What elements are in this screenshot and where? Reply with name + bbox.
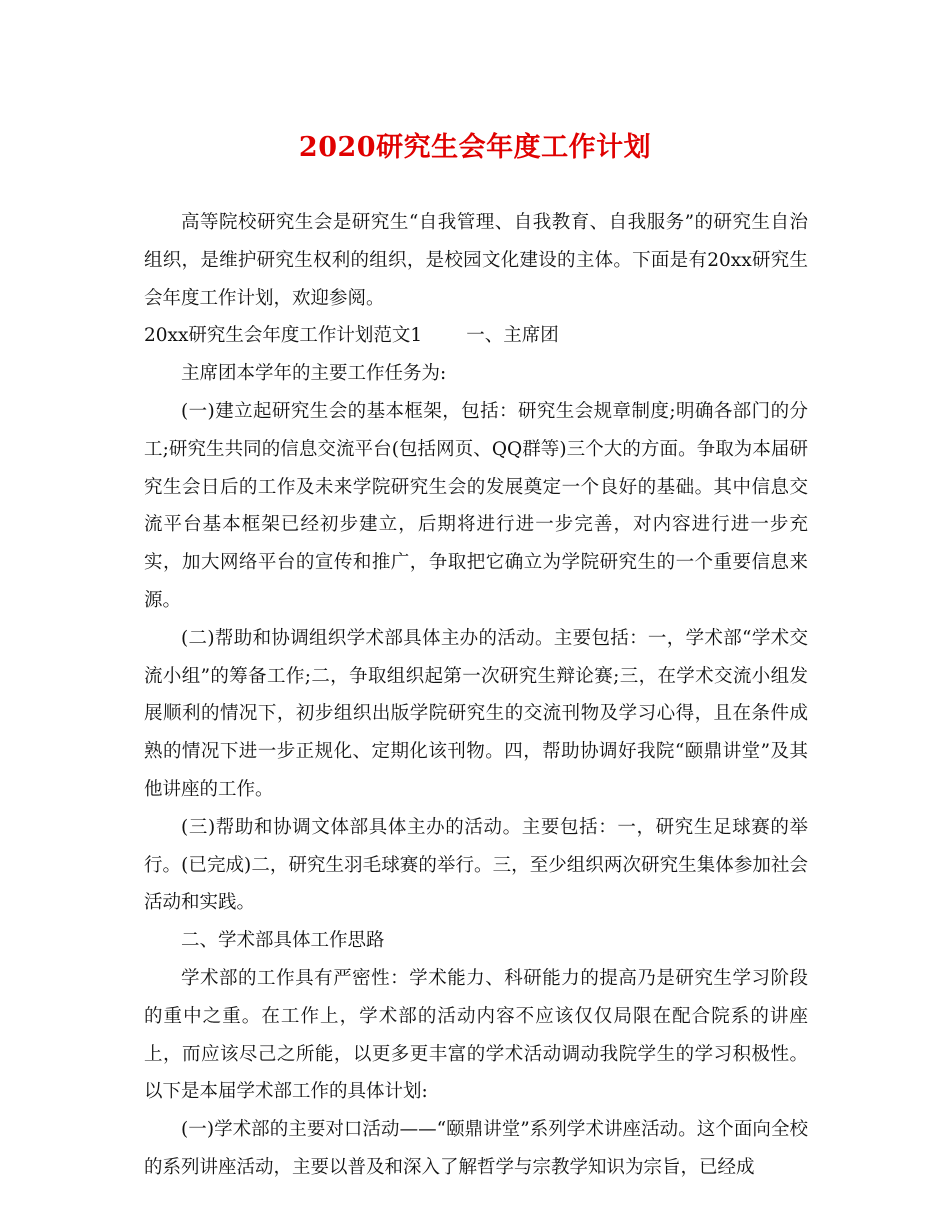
- section1-lead: 主席团本学年的主要工作任务为:: [181, 363, 447, 385]
- document-title: 2020研究生会年度工作计划: [298, 132, 652, 163]
- section2-item1: (一)学术部的主要对口活动——“颐鼎讲堂”系列学术讲座活动。这个面向全校的系列讲座活动，主要以普及和深入了解哲学与宗教学知识为宗旨，已经成: [144, 1119, 808, 1178]
- section2-paragraph: 学术部的工作具有严密性：学术能力、科研能力的提高乃是研究生学习阶段的重中之重。在工作上，学术部的活动内容不应该仅仅局限在配合院系的讲座上，而应该尽己之所能，以更多更丰富的学术活动调动我院学生的学习积极性。以下是本届学术部工作的具体计划:: [144, 967, 808, 1103]
- section1-item1: (一)建立起研究生会的基本框架，包括：研究生会规章制度;明确各部门的分工;研究生共同的信息交流平台(包括网页、QQ群等)三个大的方面。争取为本届研究生会日后的工作及未来学院研究生会的发展奠定一个良好的基础。其中信息交流平台基本框架已经初步建立，后期将进行进一步完善，对内容进行进一步充实，加大网络平台的宣传和推广，争取把它确立为学院研究生的一个重要信息来源。: [144, 400, 808, 611]
- section2-heading: 二、学术部具体工作思路: [181, 930, 385, 952]
- intro-paragraph: 高等院校研究生会是研究生“自我管理、自我教育、自我服务”的研究生自治组织，是维护研究生权利的组织，是校园文化建设的主体。下面是有20xx研究生会年度工作计划，欢迎参阅。: [144, 212, 808, 309]
- sample-heading: 20xx研究生会年度工作计划范文1: [144, 325, 423, 347]
- section1-item3: (三)帮助和协调文体部具体主办的活动。主要包括：一，研究生足球赛的举行。(已完成)二，研究生羽毛球赛的举行。三，至少组织两次研究生集体参加社会活动和实践。: [144, 816, 808, 914]
- sample-heading-line: [144, 317, 808, 355]
- section1-item2: (二)帮助和协调组织学术部具体主办的活动。主要包括：一，学术部“学术交流小组”的筹备工作;二，争取组织起第一次研究生辩论赛;三，在学术交流小组发展顺利的情况下，初步组织出版学院研究生的交流刊物及学习心得，且在条件成熟的情况下进一步正规化、定期化该刊物。四，帮助协调好我院“颐鼎讲堂”及其他讲座的工作。: [144, 627, 808, 800]
- document-body: [144, 204, 808, 1187]
- section1-heading: 一、主席团: [466, 325, 559, 347]
